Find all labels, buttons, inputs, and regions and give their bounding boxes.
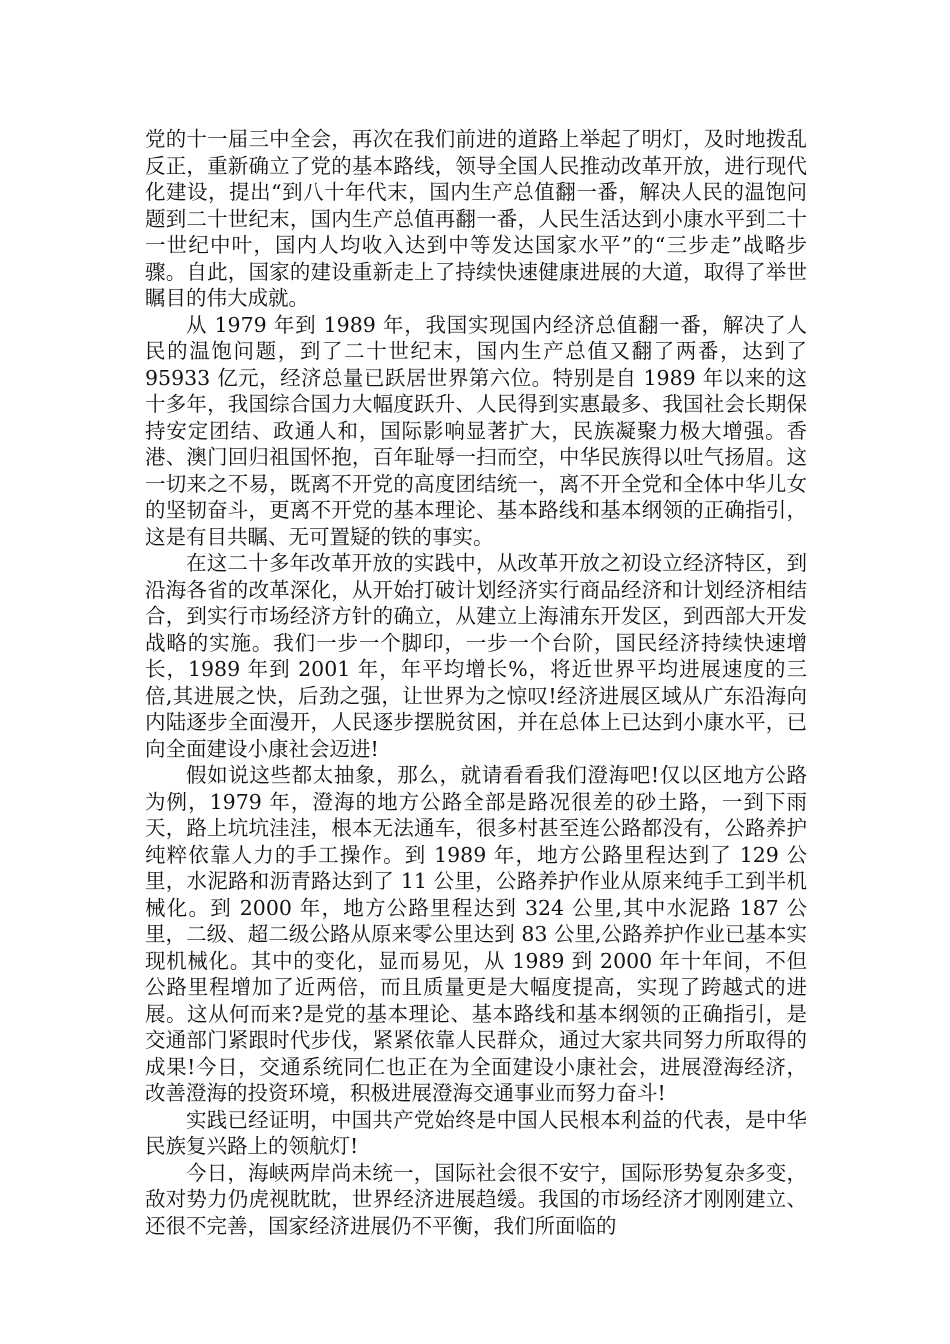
paragraph-3: 在这二十多年改革开放的实践中，从改革开放之初设立经济特区，到沿海各省的改革深化，从开始打破计划经济实行商品经济和计划经济相结合，到实行市场经济方针的确立，从建立上海浦东开发区，到西部大开发战略的实施。我们一步一个脚印，一步一个台阶，国民经济持续快速增长，1989 年到 2001 年，年平均增长%，将近世界平均进展速度的三倍,其进展之快，后劲之强，让世界为之惊叹!经济进展区域从广东沿海向内陆逐步全面漫开，人民逐步摆脱贫困，并在总体上已达到小康水平，已向全面建设小康社会迈进! xyxy=(145,551,807,761)
paragraph-2: 从 1979 年到 1989 年，我国实现国内经济总值翻一番，解决了人民的温饱问题，到了二十世纪末，国内生产总值又翻了两番，达到了 95933 亿元，经济总量已跃居世界第六位。特别是自 1989 年以来的这十多年，我国综合国力大幅度跃升、人民得到实惠最多、我国社会长期保持安定团结、政通人和，国际影响显著扩大，民族凝聚力极大增强。香港、澳门回归祖国怀抱，百年耻辱一扫而空，中华民族得以吐气扬眉。这一切来之不易，既离不开党的高度团结统一，离不开全党和全体中华儿女的坚韧奋斗，更离不开党的基本理论、基本路线和基本纲领的正确指引，这是有目共瞩、无可置疑的铁的事实。 xyxy=(145,312,807,549)
paragraph-5: 实践已经证明，中国共产党始终是中国人民根本利益的代表，是中华民族复兴路上的领航灯! xyxy=(145,1107,807,1158)
paragraph-6: 今日，海峡两岸尚未统一，国际社会很不安宁，国际形势复杂多变，敌对势力仍虎视眈眈，世界经济进展趋缓。我国的市场经济才刚刚建立、还很不完善，国家经济进展仍不平衡，我们所面临的 xyxy=(145,1160,807,1238)
document-body xyxy=(145,126,807,1239)
paragraph-4: 假如说这些都太抽象，那么，就请看看我们澄海吧!仅以区地方公路为例，1979 年，澄海的地方公路全部是路况很差的砂土路，一到下雨天，路上坑坑洼洼，根本无法通车，很多村甚至连公路都没有，公路养护纯粹依靠人力的手工操作。到 1989 年，地方公路里程达到了 129 公里，水泥路和沥青路达到了 11 公里，公路养护作业从原来纯手工到半机械化。到 2000 年，地方公路里程达到 324 公里,其中水泥路 187 公里，二级、超二级公路从原来零公里达到 83 公里,公路养护作业已基本实现机械化。其中的变化，显而易见，从 1989 到 2000 年十年间，不但公路里程增加了近两倍，而且质量更是大幅度提高，实现了跨越式的进展。这从何而来?是党的基本理论、基本路线和基本纲领的正确指引，是交通部门紧跟时代步伐，紧紧依靠人民群众，通过大家共同努力所取得的成果!今日，交通系统同仁也正在为全面建设小康社会，进展澄海经济，改善澄海的投资环境，积极进展澄海交通事业而努力奋斗! xyxy=(145,763,807,1105)
paragraph-1: 党的十一届三中全会，再次在我们前进的道路上举起了明灯，及时地拨乱反正，重新确立了党的基本路线，领导全国人民推动改革开放，进行现代化建设，提出“到八十年代末，国内生产总值翻一番，解决人民的温饱问题到二十世纪末，国内生产总值再翻一番，人民生活达到小康水平到二十一世纪中叶，国内人均收入达到中等发达国家水平”的“三步走”战略步骤。自此，国家的建设重新走上了持续快速健康进展的大道，取得了举世瞩目的伟大成就。 xyxy=(145,127,807,310)
